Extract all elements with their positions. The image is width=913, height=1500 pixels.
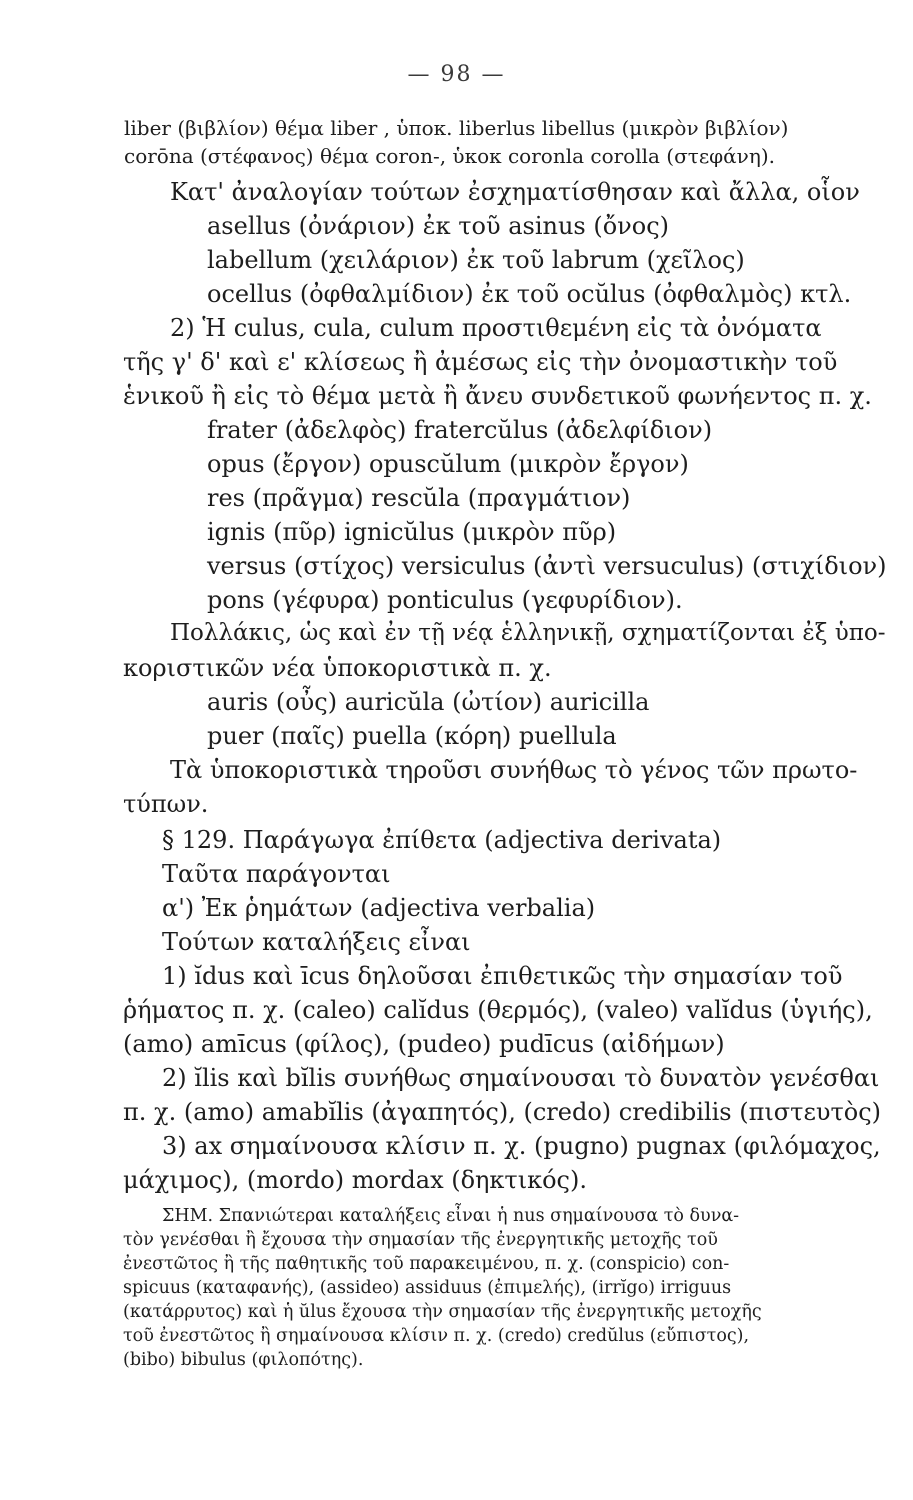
text-line: Τὰ ὑποκοριστικὰ τηροῦσι συνήθως τὸ γένος τῶν πρωτο- [170,756,858,784]
text-line: liber (βιβλίον) θέμα liber , ὑποκ. liberlus libellus (μικρὸν βιβλίον) [124,116,789,140]
text-line: τύπων. [123,790,209,818]
text-line: Ταῦτα παράγονται [162,860,391,888]
note-line: τοῦ ἐνεστῶτος ἢ σημαίνουσα κλίσιν π. χ. (credo) credŭlus (εὔπιστος), [123,1326,750,1346]
text-line: opus (ἔργον) opuscŭlum (μικρὸν ἔργον) [207,450,689,478]
page-number: — 98 — [407,62,506,87]
text-line: auris (οὖς) auricŭla (ὠτίον) auricilla [207,688,650,716]
text-line: κοριστικῶν νέα ὑποκοριστικὰ π. χ. [123,654,552,682]
text-line: versus (στίχος) versiculus (ἀντὶ versuculus) (στιχίδιον) [207,552,887,580]
text-line: ocellus (ὀφθαλμίδιον) ἐκ τοῦ ocŭlus (ὀφθαλμὸς) κτλ. [207,280,852,308]
text-line: 2) ĭlis καὶ bĭlis συνήθως σημαίνουσαι τὸ δυνατὸν γενέσθαι [162,1064,880,1092]
text-line: ignis (πῦρ) ignicŭlus (μικρὸν πῦρ) [207,518,617,546]
text-line: τῆς γ' δ' καὶ ε' κλίσεως ἢ ἀμέσως εἰς τὴν ὀνομαστικὴν τοῦ [123,348,838,376]
text-line: (amo) amīcus (φίλος), (pudeo) pudīcus (αἰδήμων) [123,1030,725,1058]
text-line: frater (ἀδελφὸς) fratercŭlus (ἀδελφίδιον) [207,416,713,444]
text-line: ἑνικοῦ ἢ εἰς τὸ θέμα μετὰ ἢ ἄνευ συνδετικοῦ φωνήεντος π. χ. [123,382,872,410]
text-line: μάχιμος), (mordo) mordax (δηκτικός). [123,1166,587,1194]
note-line: ἐνεστῶτος ἢ τῆς παθητικῆς τοῦ παρακειμένου, π. χ. (conspicio) con- [123,1254,730,1274]
text-line: 2) Ἡ culus, cula, culum προστιθεμένη εἰς τὰ ὀνόματα [170,314,822,342]
text-line: α') Ἐκ ῥημάτων (adjectiva verbalia) [162,894,596,922]
text-line: res (πρᾶγμα) rescŭla (πραγμάτιον) [207,484,631,512]
text-line: corōna (στέφανος) θέμα coron-, ὑκοκ coronla corolla (στεφάνη). [124,144,775,168]
text-line: Κατ' ἀναλογίαν τούτων ἐσχηματίσθησαν καὶ ἄλλα, οἷον [170,178,860,206]
text-line: Τούτων καταλήξεις εἶναι [162,928,471,956]
text-line: asellus (ὀνάριον) ἐκ τοῦ asinus (ὄνος) [207,212,670,240]
text-line: ῥήματος π. χ. (caleo) calĭdus (θερμός), (valeo) valĭdus (ὑγιής), [123,996,873,1024]
note-line: ΣΗΜ. Σπανιώτεραι καταλήξεις εἶναι ἡ nus σημαίνουσα τὸ δυνα- [162,1206,740,1226]
text-line: π. χ. (amo) amabĭlis (ἀγαπητός), (credo) credibilis (πιστευτὸς) [123,1098,882,1126]
text-line: 3) ax σημαίνουσα κλίσιν π. χ. (pugno) pugnax (φιλόμαχος, [162,1132,881,1160]
text-line: 1) ĭdus καὶ īcus δηλοῦσαι ἐπιθετικῶς τὴν σημασίαν τοῦ [162,962,843,990]
section-heading: § 129. Παράγωγα ἐπίθετα (adjectiva derivata) [162,826,722,854]
text-line: labellum (χειλάριον) ἐκ τοῦ labrum (χεῖλος) [207,246,745,274]
note-line: (bibo) bibulus (φιλοπότης). [123,1350,364,1370]
note-line: spicuus (καταφανής), (assideo) assiduus (ἐπιμελής), (irrĭgo) irriguus [123,1278,732,1298]
text-line: puer (παῖς) puella (κόρη) puellula [207,722,617,750]
note-line: (κατάρρυτος) καὶ ἡ ŭlus ἔχουσα τὴν σημασίαν τῆς ἐνεργητικῆς μετοχῆς [123,1302,762,1322]
text-line: Πολλάκις, ὡς καὶ ἐν τῇ νέᾳ ἑλληνικῇ, σχηματίζονται ἐξ ὑπο- [170,620,886,646]
text-line: pons (γέφυρα) ponticulus (γεφυρίδιον). [207,586,683,614]
note-line: τὸν γενέσθαι ἢ ἔχουσα τὴν σημασίαν τῆς ἐνεργητικῆς μετοχῆς τοῦ [123,1230,718,1250]
